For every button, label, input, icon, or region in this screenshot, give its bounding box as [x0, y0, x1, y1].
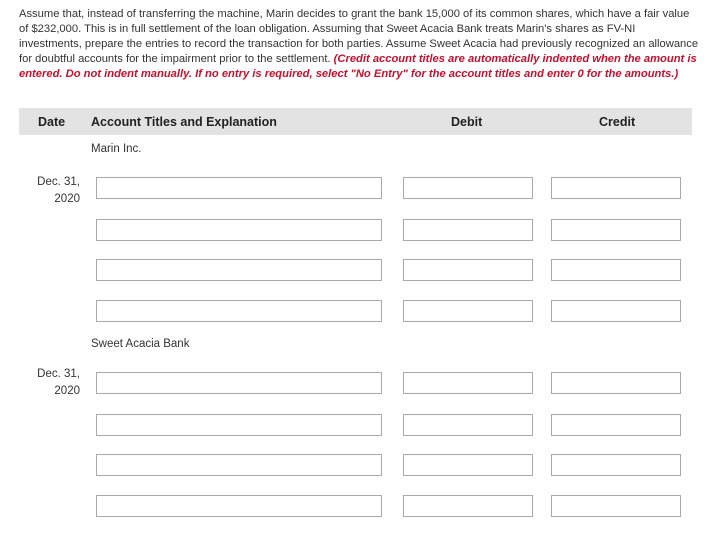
credit-input[interactable] [551, 177, 681, 199]
instructions-text: Assume that, instead of transferring the machine, Marin decides to grant the bank 15,000 of its common shares, which have a fair value of $232,000. This is in full settlement of the loan obligation. Assuming that Sweet Acacia Bank treats Marin's shares as FV-NI investments, prepare the entries to record the transaction for both parties. Assume Sweet Acacia had previously recognized an allowance for doubtful accounts for the impairment prior to the settlement. [19, 8, 699, 65]
journal-row [0, 372, 708, 396]
debit-input[interactable] [403, 259, 533, 281]
debit-input[interactable] [403, 300, 533, 322]
debit-input[interactable] [403, 177, 533, 199]
debit-input[interactable] [403, 454, 533, 476]
entry-date-line2: 2020 [54, 385, 80, 397]
journal-row [0, 414, 708, 438]
header-date: Date [38, 115, 66, 129]
journal-row [0, 495, 708, 519]
credit-input[interactable] [551, 454, 681, 476]
instructions-red-note: (Credit account titles are automatically indented when the amount is entered. Do not indent manually. If no entry is required, select "No Entry" for the account titles and enter 0 for the amounts.) [19, 53, 697, 80]
debit-input[interactable] [403, 495, 533, 517]
credit-input[interactable] [551, 414, 681, 436]
journal-row [0, 177, 708, 201]
account-title-input[interactable] [96, 300, 382, 322]
credit-input[interactable] [551, 495, 681, 517]
problem-instructions [19, 7, 701, 82]
header-debit: Debit [451, 115, 483, 129]
header-credit: Credit [599, 115, 636, 129]
journal-row [0, 219, 708, 243]
credit-input[interactable] [551, 219, 681, 241]
account-title-input[interactable] [96, 454, 382, 476]
journal-row [0, 454, 708, 478]
debit-input[interactable] [403, 414, 533, 436]
credit-input[interactable] [551, 259, 681, 281]
entry-date-line2: 2020 [54, 193, 80, 205]
debit-input[interactable] [403, 219, 533, 241]
section-label-sweet-acacia: Sweet Acacia Bank [91, 338, 190, 350]
account-title-input[interactable] [96, 414, 382, 436]
account-title-input[interactable] [96, 372, 382, 394]
header-account-titles: Account Titles and Explanation [91, 115, 277, 129]
account-title-input[interactable] [96, 259, 382, 281]
section-label-marin: Marin Inc. [91, 143, 142, 155]
journal-table-header [19, 108, 692, 135]
journal-row [0, 300, 708, 324]
credit-input[interactable] [551, 372, 681, 394]
entry-date-line1: Dec. 31, [37, 368, 80, 380]
account-title-input[interactable] [96, 495, 382, 517]
journal-row [0, 259, 708, 283]
credit-input[interactable] [551, 300, 681, 322]
debit-input[interactable] [403, 372, 533, 394]
account-title-input[interactable] [96, 177, 382, 199]
entry-date-line1: Dec. 31, [37, 176, 80, 188]
account-title-input[interactable] [96, 219, 382, 241]
